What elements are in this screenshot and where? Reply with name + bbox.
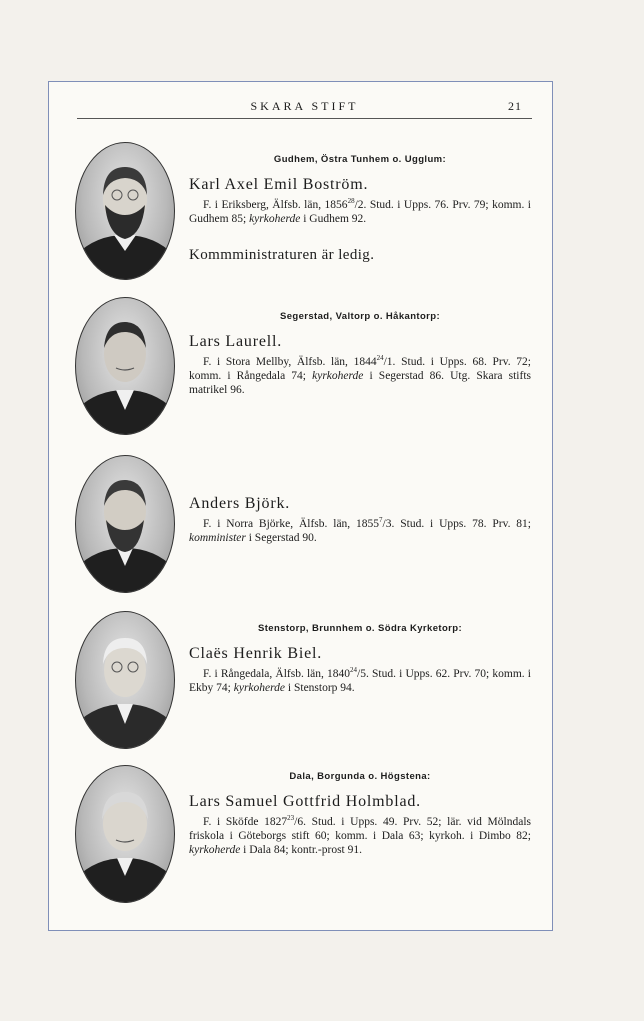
biography: F. i Stora Mellby, Älfsb. län, 1844$^{24}$/1. Stud. i Upps. 68. Prv. 72; komm. i Rångedala 74; kyrkoherde i Segerstad 86. Utg. Skara stifts matrikel 96. <box>189 354 531 396</box>
clergy-entry <box>75 455 537 595</box>
clergy-entry <box>75 765 537 905</box>
clergy-name: Claës Henrik Biel. <box>189 645 323 662</box>
page-header <box>77 96 532 119</box>
page-number: 21 <box>508 99 522 113</box>
parish-heading: Stenstorp, Brunnhem o. Södra Kyrketorp: <box>257 623 463 634</box>
portrait-photo <box>75 611 175 749</box>
portrait-photo <box>75 455 175 593</box>
clergy-entry <box>75 611 537 751</box>
portrait-photo <box>75 297 175 435</box>
portrait-photo <box>75 765 175 903</box>
biography: F. i Rångedala, Älfsb. län, 1840$^{24}$/5. Stud. i Upps. 62. Prv. 70; komm. i Ekby 74; kyrkoherde i Stenstorp 94. <box>189 666 531 694</box>
parish-heading: Segerstad, Valtorp o. Håkantorp: <box>279 311 441 322</box>
running-title: SKARA STIFT <box>250 99 359 113</box>
clergy-name: Karl Axel Emil Boström. <box>189 176 369 193</box>
clergy-name: Anders Björk. <box>189 495 291 512</box>
parish-heading: Dala, Borgunda o. Högstena: <box>289 771 431 782</box>
parish-heading: Gudhem, Östra Tunhem o. Ugglum: <box>273 154 447 165</box>
portrait-photo <box>75 142 175 280</box>
clergy-entry <box>75 142 537 282</box>
biography: F. i Eriksberg, Älfsb. län, 1856$^{28}$/2. Stud. i Upps. 76. Prv. 79; komm. i Gudhem 85; kyrkoherde i Gudhem 92. <box>189 197 531 225</box>
clergy-name: Lars Samuel Gottfrid Holmblad. <box>189 793 421 810</box>
clergy-name: Lars Laurell. <box>189 333 283 350</box>
vacancy-note: Kommministraturen är ledig. <box>189 247 375 263</box>
page-frame <box>48 81 553 931</box>
biography: F. i Norra Björke, Älfsb. län, 1855$^7$/3. Stud. i Upps. 78. Prv. 81; komminister i Segerstad 90. <box>189 516 531 544</box>
biography: F. i Sköfde 1827$^{23}$/6. Stud. i Upps. 49. Prv. 52; lär. vid Mölndals friskola i Göteborgs stift 60; komm. i Dala 63; kyrkoh. i Dimbo 82; kyrkoherde i Dala 84; kontr.-prost 91. <box>189 814 531 856</box>
clergy-entry <box>75 297 537 437</box>
